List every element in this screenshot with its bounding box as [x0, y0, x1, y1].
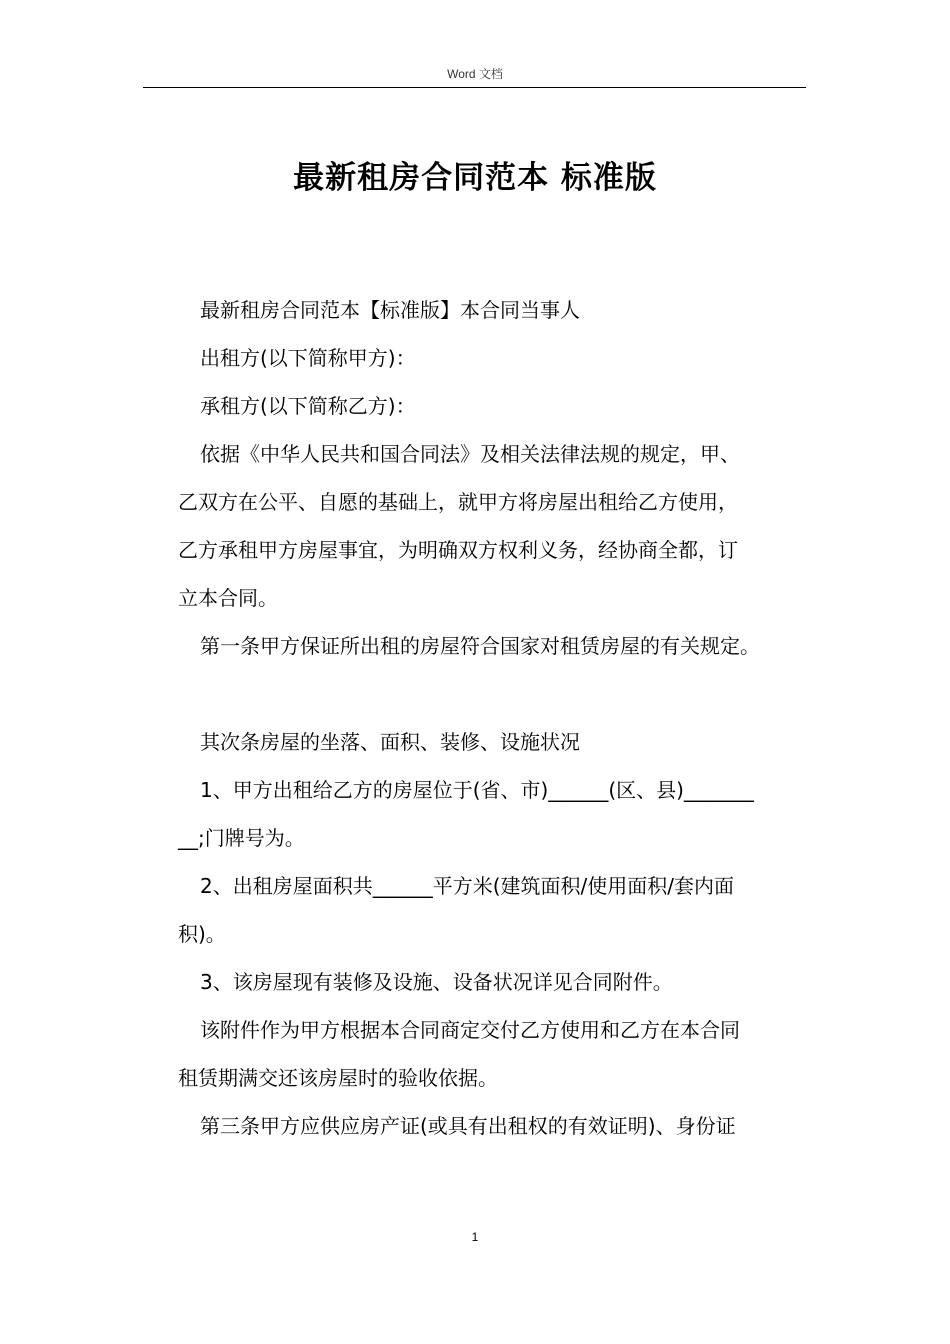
paragraph-line: 出租方(以下简称甲方)： — [200, 346, 416, 370]
header-divider — [143, 87, 806, 88]
paragraph-spacer — [178, 670, 808, 718]
paragraph-line: __;门牌号为。 — [178, 826, 305, 850]
page-header: Word 文档 — [447, 67, 503, 81]
document-title: 最新租房合同范本 标准版 — [293, 160, 657, 196]
paragraph-line: 立本合同。 — [178, 586, 278, 610]
paragraph-line: 乙双方在公平、自愿的基础上，就甲方将房屋出租给乙方使用， — [178, 490, 738, 514]
paragraph-line: 依据《中华人民共和国合同法》及相关法律法规的规定，甲、 — [200, 442, 740, 466]
paragraph-line: 2、出租房屋面积共______平方米(建筑面积/使用面积/套内面 — [200, 874, 735, 898]
paragraph-line: 1、甲方出租给乙方的房屋位于(省、市)______(区、县)_______ — [200, 778, 754, 802]
paragraph-line: 该附件作为甲方根据本合同商定交付乙方使用和乙方在本合同 — [200, 1018, 740, 1042]
page-number: 1 — [471, 1230, 479, 1244]
document-body — [178, 286, 808, 1150]
paragraph-line: 最新租房合同范本【标准版】本合同当事人 — [200, 298, 580, 322]
paragraph-line: 第三条甲方应供应房产证(或具有出租权的有效证明)、身份证 — [200, 1114, 736, 1138]
paragraph-line: 承租方(以下简称乙方)： — [200, 394, 416, 418]
paragraph-line: 乙方承租甲方房屋事宜，为明确双方权利义务，经协商全都，订 — [178, 538, 738, 562]
paragraph-line: 积)。 — [178, 922, 226, 946]
paragraph-line: 3、该房屋现有装修及设施、设备状况详见合同附件。 — [200, 970, 673, 994]
paragraph-line: 第一条甲方保证所出租的房屋符合国家对租赁房屋的有关规定。 — [200, 634, 760, 658]
paragraph-line: 租赁期满交还该房屋时的验收依据。 — [178, 1066, 498, 1090]
paragraph-line: 其次条房屋的坐落、面积、装修、设施状况 — [200, 730, 580, 754]
